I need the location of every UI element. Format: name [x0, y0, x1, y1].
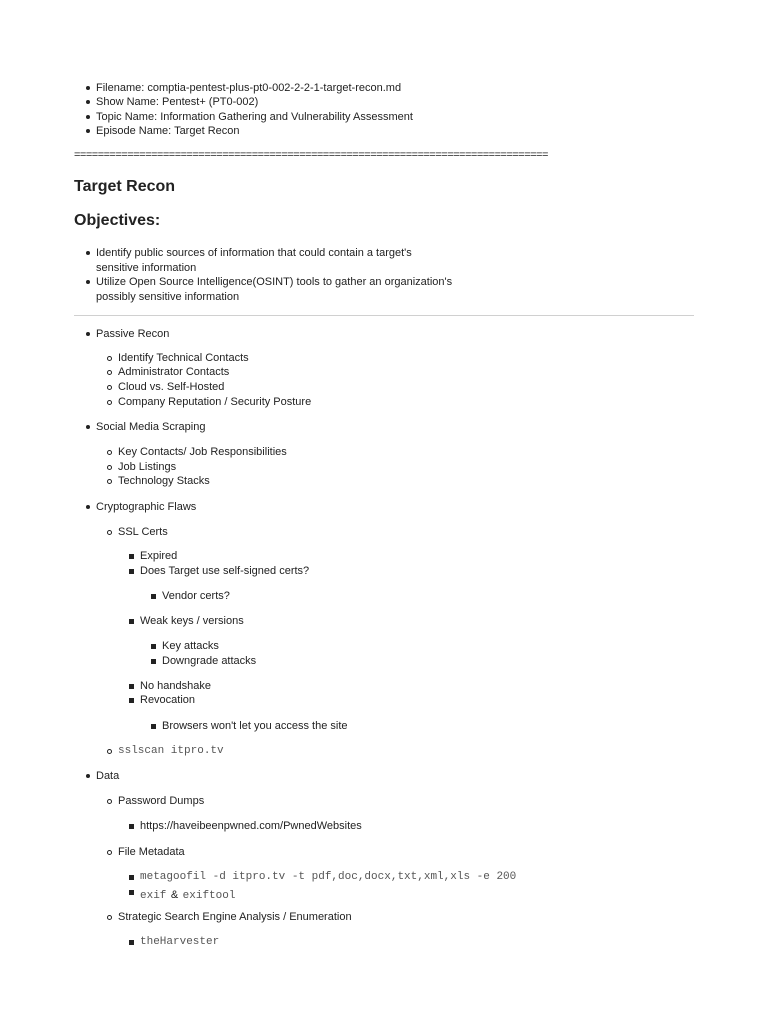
exif-command: exif	[140, 890, 167, 902]
sslscan-command: sslscan itpro.tv	[118, 745, 224, 757]
bullet-square	[129, 619, 134, 624]
ssl-expired: Expired	[140, 550, 178, 562]
pwned-websites-link[interactable]: https://haveibeenpwned.com/PwnedWebsites	[140, 820, 362, 832]
theharvester-command: theHarvester	[140, 936, 220, 948]
bullet-circle	[107, 385, 112, 390]
bullet-disc	[86, 86, 90, 90]
bullet-circle	[107, 915, 112, 920]
data-label: Data	[96, 770, 120, 782]
social-item-1: Key Contacts/ Job Responsibilities	[118, 446, 287, 458]
bullet-circle	[107, 400, 112, 405]
bullet-square	[151, 659, 156, 664]
passive-item-3: Cloud vs. Self-Hosted	[118, 381, 225, 393]
bullet-circle	[107, 370, 112, 375]
ssl-downgrade-attacks: Downgrade attacks	[162, 655, 257, 667]
exif-tools-line	[140, 885, 235, 903]
meta-show-name: Show Name: Pentest+ (PT0-002)	[96, 96, 259, 108]
ssl-no-handshake: No handshake	[140, 680, 211, 692]
bullet-square	[151, 644, 156, 649]
ssl-revocation: Revocation	[140, 694, 196, 706]
horizontal-rule	[74, 315, 694, 316]
bullet-disc	[86, 332, 90, 336]
bullet-disc	[86, 425, 90, 429]
bullet-disc	[86, 100, 90, 104]
separator-line: ================================================================================	[74, 149, 548, 161]
bullet-square	[129, 940, 134, 945]
ssl-weak-keys: Weak keys / versions	[140, 615, 244, 627]
objective-2-line-2: possibly sensitive information	[96, 291, 240, 303]
passive-recon-label: Passive Recon	[96, 328, 170, 340]
bullet-circle	[107, 465, 112, 470]
bullet-square	[129, 554, 134, 559]
bullet-disc	[86, 280, 90, 284]
bullet-square	[129, 684, 134, 689]
meta-filename: Filename: comptia-pentest-plus-pt0-002-2-2-1-target-recon.md	[96, 82, 402, 94]
bullet-square	[129, 890, 134, 895]
search-engine-label: Strategic Search Engine Analysis / Enumeration	[118, 911, 352, 923]
passive-item-2: Administrator Contacts	[118, 366, 230, 378]
bullet-square	[151, 594, 156, 599]
bullet-circle	[107, 799, 112, 804]
bullet-circle	[107, 850, 112, 855]
ssl-key-attacks: Key attacks	[162, 640, 219, 652]
page-title: Target Recon	[74, 178, 176, 195]
objective-1-line-2: sensitive information	[96, 262, 197, 274]
bullet-square	[129, 824, 134, 829]
file-metadata-label: File Metadata	[118, 846, 185, 858]
social-item-3: Technology Stacks	[118, 475, 210, 487]
social-item-2: Job Listings	[118, 461, 177, 473]
bullet-square	[129, 569, 134, 574]
bullet-disc	[86, 129, 90, 133]
exiftool-command: exiftool	[182, 890, 236, 902]
meta-topic-name: Topic Name: Information Gathering and Vulnerability Assessment	[96, 111, 413, 123]
bullet-circle	[107, 450, 112, 455]
passive-item-4: Company Reputation / Security Posture	[118, 396, 312, 408]
passive-item-1: Identify Technical Contacts	[118, 352, 249, 364]
ssl-browsers-block: Browsers won't let you access the site	[162, 720, 348, 732]
bullet-disc	[86, 505, 90, 509]
meta-episode-name: Episode Name: Target Recon	[96, 125, 240, 137]
objectives-heading: Objectives:	[74, 212, 161, 229]
objective-2-line-1: Utilize Open Source Intelligence(OSINT) tools to gather an organization's	[96, 276, 453, 288]
bullet-square	[129, 875, 134, 880]
ssl-self-signed: Does Target use self-signed certs?	[140, 565, 310, 577]
bullet-square	[151, 724, 156, 729]
ampersand: &	[170, 889, 179, 901]
bullet-circle	[107, 749, 112, 754]
password-dumps-label: Password Dumps	[118, 795, 205, 807]
bullet-disc	[86, 115, 90, 119]
metagoofil-command: metagoofil -d itpro.tv -t pdf,doc,docx,txt,xml,xls -e 200	[140, 871, 517, 883]
crypto-flaws-label: Cryptographic Flaws	[96, 501, 197, 513]
bullet-square	[129, 698, 134, 703]
bullet-disc	[86, 774, 90, 778]
ssl-certs-label: SSL Certs	[118, 526, 168, 538]
bullet-circle	[107, 479, 112, 484]
ssl-vendor-certs: Vendor certs?	[162, 590, 230, 602]
social-media-label: Social Media Scraping	[96, 421, 206, 433]
bullet-circle	[107, 356, 112, 361]
bullet-disc	[86, 251, 90, 255]
bullet-circle	[107, 530, 112, 535]
objective-1-line-1: Identify public sources of information that could contain a target's	[96, 247, 412, 259]
